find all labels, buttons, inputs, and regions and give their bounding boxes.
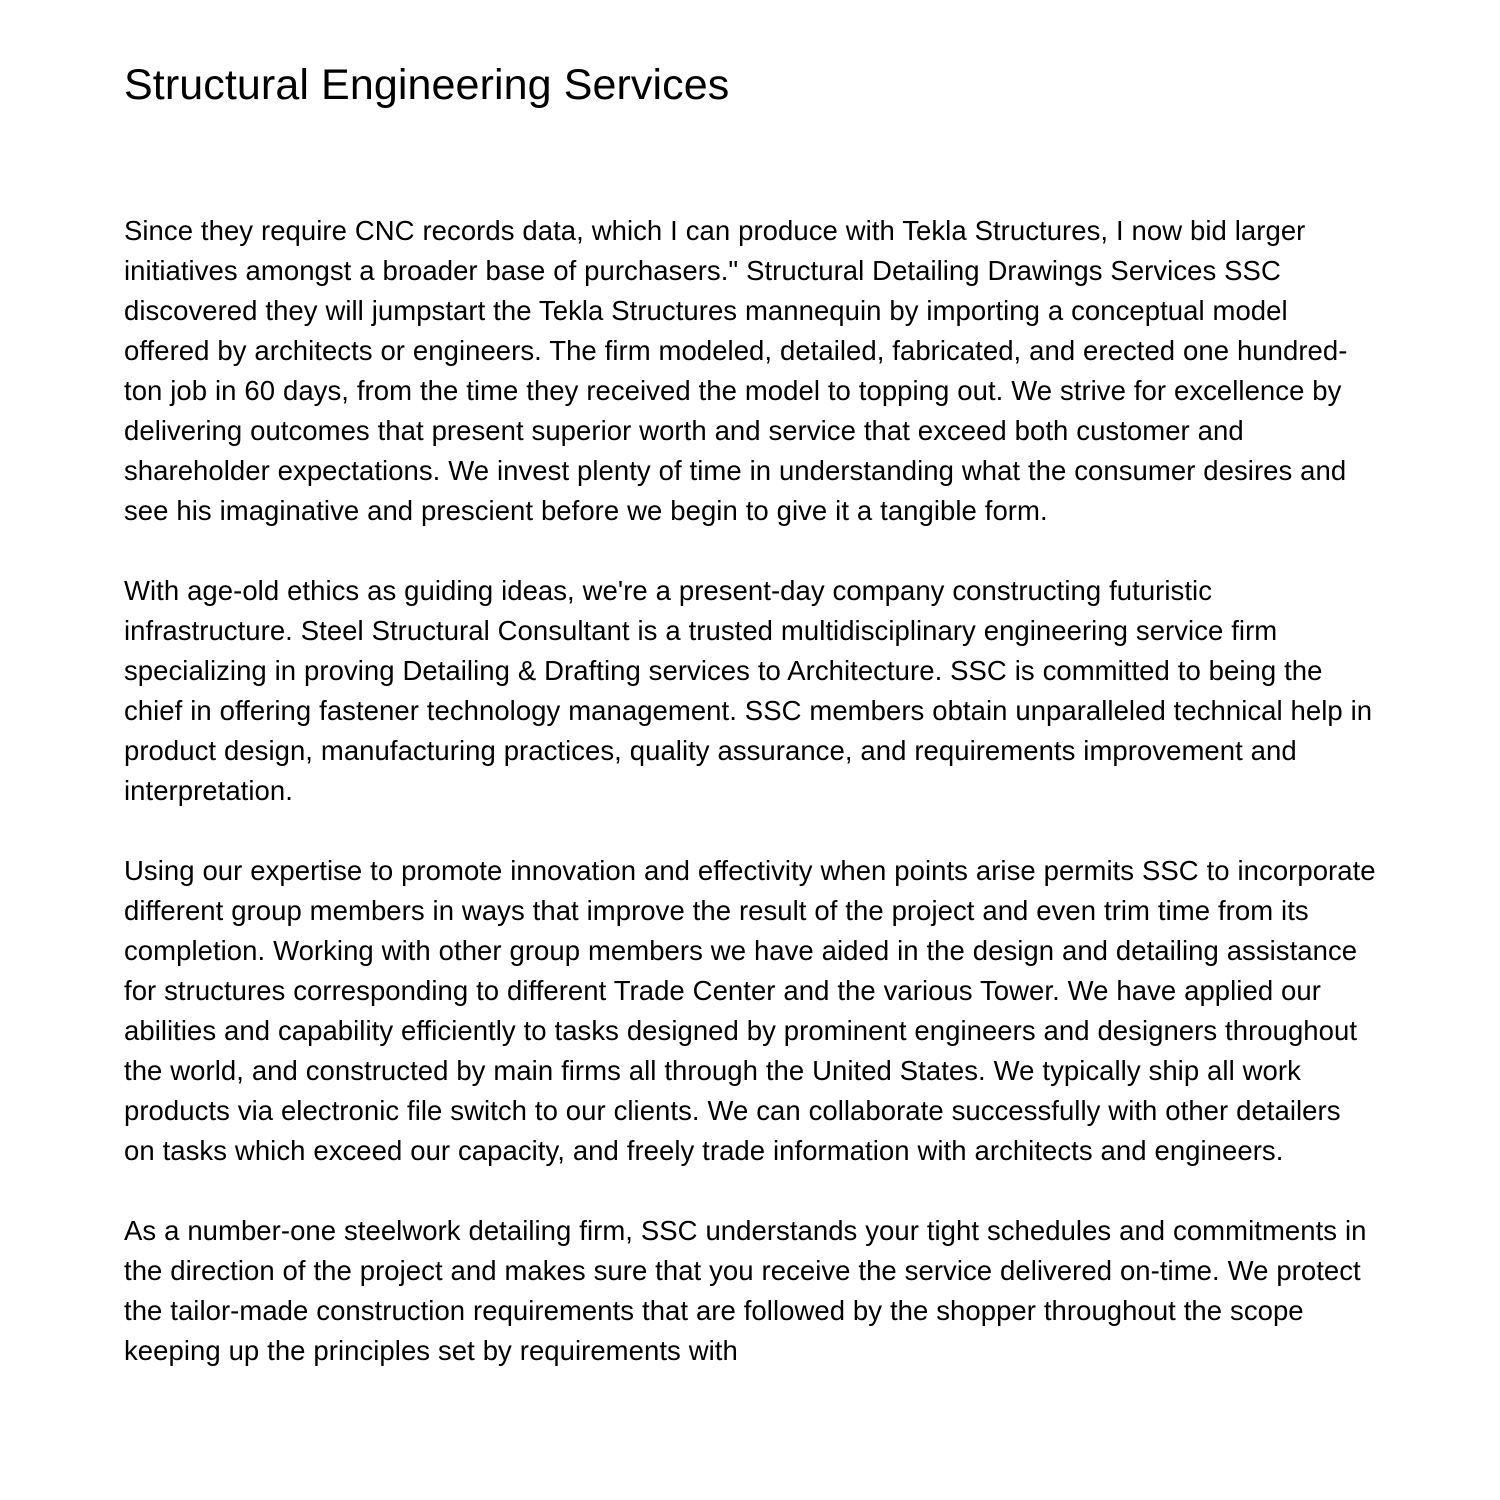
body-paragraph-3: Using our expertise to promote innovation and effectivity when points arise permits SSC to incorporate different group members in ways that improve the result of the project and even trim time from its completion. Working with other group members we have aided in the design and detailing assistance for structures corresponding to different Trade Center and the various Tower. We have applied our abilities and capability efficiently to tasks designed by prominent engineers and designers throughout the world, and constructed by main firms all through the United States. We typically ship all work products via electronic file switch to our clients. We can collaborate successfully with other detailers on tasks which exceed our capacity, and freely trade information with architects and engineers.	[124, 855, 1376, 1167]
paragraph-list	[124, 211, 1378, 1371]
document-content	[124, 0, 1378, 1371]
body-paragraph-2: With age-old ethics as guiding ideas, we're a present-day company constructing futuristic infrastructure. Steel Structural Consultant is a trusted multidisciplinary engineering service firm specializing in proving Detailing & Drafting services to Architecture. SSC is committed to being the chief in offering fastener technology management. SSC members obtain unparalleled technical help in product design, manufacturing practices, quality assurance, and requirements improvement and interpretation.	[124, 575, 1373, 807]
body-paragraph-1: Since they require CNC records data, which I can produce with Tekla Structures, I now bid larger initiatives amongst a broader base of purchasers." Structural Detailing Drawings Services SSC discovered they will jumpstart the Tekla Structures mannequin by importing a conceptual model offered by architects or engineers. The firm modeled, detailed, fabricated, and erected one hundred-ton job in 60 days, from the time they received the model to topping out. We strive for excellence by delivering outcomes that present superior worth and service that exceed both customer and shareholder expectations. We invest plenty of time in understanding what the consumer desires and see his imaginative and prescient before we begin to give it a tangible form.	[124, 215, 1348, 527]
body-paragraph-4: As a number-one steelwork detailing firm, SSC understands your tight schedules and commitments in the direction of the project and makes sure that you receive the service delivered on-time. We protect the tailor-made construction requirements that are followed by the shopper throughout the scope keeping up the principles set by requirements with	[124, 1215, 1367, 1367]
page-title: Structural Engineering Services	[124, 61, 730, 109]
